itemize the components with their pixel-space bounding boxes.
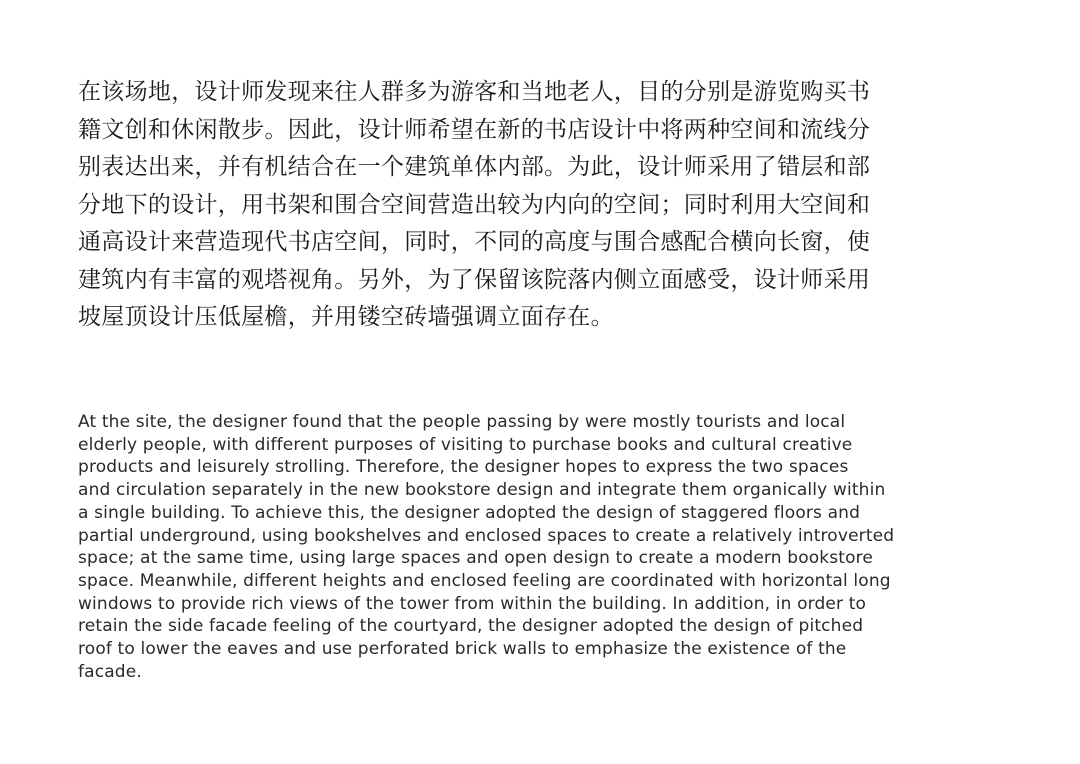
english-line: retain the side facade feeling of the courtyard, the designer adopted the design of pitched — [78, 616, 864, 637]
english-line: products and leisurely strolling. Therefore, the designer hopes to express the two spaces — [78, 457, 849, 478]
english-line: a single building. To achieve this, the designer adopted the design of staggered floors and — [78, 502, 861, 523]
chinese-line: 通高设计来营造现代书店空间，同时，不同的高度与围合感配合横向长窗，使 — [78, 229, 871, 255]
chinese-line: 建筑内有丰富的观塔视角。另外，为了保留该院落内侧立面感受，设计师采用 — [78, 266, 871, 293]
english-line: and circulation separately in the new bookstore design and integrate them organically within — [78, 480, 886, 501]
chinese-paragraph — [78, 74, 1018, 337]
english-line: elderly people, with different purposes of visiting to purchase books and cultural creative — [78, 434, 853, 455]
english-line: space. Meanwhile, different heights and enclosed feeling are coordinated with horizontal long — [78, 570, 891, 591]
chinese-line: 籍文创和休闲散步。因此，设计师希望在新的书店设计中将两种空间和流线分 — [78, 116, 871, 143]
english-line: space; at the same time, using large spaces and open design to create a modern bookstore — [78, 548, 874, 569]
chinese-line: 分地下的设计，用书架和围合空间营造出较为内向的空间；同时利用大空间和 — [78, 191, 871, 218]
english-line: facade. — [78, 661, 142, 682]
english-paragraph — [78, 411, 1018, 683]
chinese-line: 坡屋顶设计压低屋檐，并用镂空砖墙强调立面存在。 — [78, 304, 614, 330]
english-line: partial underground, using bookshelves and enclosed spaces to create a relatively introverted — [78, 525, 895, 546]
english-line: At the site, the designer found that the people passing by were mostly tourists and local — [78, 412, 846, 432]
english-line: windows to provide rich views of the tower from within the building. In addition, in order to — [78, 593, 867, 614]
chinese-line: 别表达出来，并有机结合在一个建筑单体内部。为此，设计师采用了错层和部 — [78, 154, 871, 180]
chinese-line: 在该场地，设计师发现来往人群多为游客和当地老人，目的分别是游览购买书 — [78, 79, 871, 105]
english-line: roof to lower the eaves and use perforated brick walls to emphasize the existence of the — [78, 639, 847, 660]
